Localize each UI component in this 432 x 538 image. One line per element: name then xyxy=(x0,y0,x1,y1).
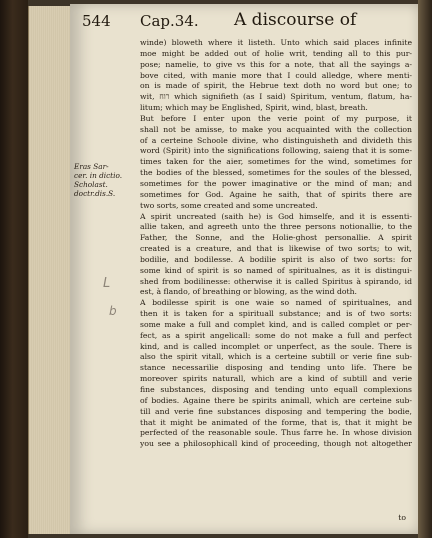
text-line: litum; which may be Englished, Spirit, wind, blast, breath. xyxy=(140,103,368,113)
text-line: A bodilesse spirit is one waie so named of spiritualnes, and xyxy=(140,298,412,308)
text-line: wit, רוח which signifieth (as I said) Spiritum, ventum, flatum, ha- xyxy=(140,92,412,102)
margin-note-line: doctr.dis.S. xyxy=(74,189,116,198)
text-line: fine substances, disposing and tending unto equall complexions xyxy=(140,385,412,394)
text-line: est, à flando, of breathing or blowing, as the wind doth. xyxy=(140,287,358,297)
text-line: you see a philosophicall kind of proceeding, though not altogether xyxy=(140,439,412,449)
running-header xyxy=(82,6,408,36)
text-line: of bodies. Againe there be spirits animall, which are certeine sub- xyxy=(140,395,412,405)
page-number: 544 xyxy=(82,12,111,30)
text-line: till and verie fine substances disposing and tempering the bodie, xyxy=(140,406,412,416)
text-line: shall not be amisse, to make you acquainted with the collection xyxy=(140,124,412,134)
text-line: moe might be added out of holie writ, tending all to this pur- xyxy=(140,48,412,58)
text-line: bodilie, and bodilesse. A bodilie spirit is also of two sorts: for xyxy=(140,254,412,264)
text-line: created is a creature, and that is likewise of two sorts; to wit, xyxy=(140,244,412,254)
text-line: bove cited, with manie more that I could alledge, where menti- xyxy=(140,70,412,80)
text-line: perfected of the reasonable soule. Thus farre he. In whose division xyxy=(140,428,412,438)
margin-note-line: Scholast. xyxy=(74,180,108,189)
text-line: allie taken, and agreeth unto the three persons notionallie, to the xyxy=(140,222,412,232)
text-line: word (Spirit) into the significations following, saieng that it is some- xyxy=(140,146,412,156)
text-line: sometimes for God. Againe he saith, that of spirits there are xyxy=(140,189,412,199)
text-line: winde) bloweth where it listeth. Unto which said places infinite xyxy=(140,38,412,47)
text-line: But before I enter upon the verie point of my purpose, it xyxy=(140,113,412,123)
body-text xyxy=(140,38,412,450)
text-line: that it might be animated of the forme, that is, that it might be xyxy=(140,417,412,427)
text-line: of a certeine Schoole divine, who distinguisheth and divideth this xyxy=(140,135,412,145)
text-line: stance necessarilie disposing and tending unto life. There be xyxy=(140,363,412,373)
margin-note-line: cer. in dictio. xyxy=(74,171,123,180)
page-edges xyxy=(28,6,73,534)
pencil-annotation: b xyxy=(109,304,117,318)
text-line: moreover spirits naturall, which are a kind of subtill and verie xyxy=(140,374,412,384)
text-line: the bodies of the blessed, sometimes for the soules of the blessed, xyxy=(140,168,412,178)
text-line: some make a full and complet kind, and is called complet or per- xyxy=(140,319,412,329)
text-line: shed from bodilinesse: otherwise it is called Spiritus à spirando, id xyxy=(140,276,412,286)
catchword: to xyxy=(398,513,406,522)
text-line: two sorts, some created and some uncreated. xyxy=(140,200,318,210)
text-line: also the spirit vitall, which is a certeine subtill or verie fine sub- xyxy=(140,352,412,362)
text-line: pose; namelie, to give vs this for a note, that all the sayings a- xyxy=(140,59,412,69)
chapter-label: Cap.34. xyxy=(140,12,199,30)
text-line: on is made of spirit, the Hebrue text doth no word but one; to xyxy=(140,81,412,91)
text-line: kind, and is called incomplet or unperfect, as the soule. There is xyxy=(140,341,412,351)
pencil-annotation: L xyxy=(103,276,111,291)
margin-note xyxy=(74,162,136,198)
book-page xyxy=(70,4,418,534)
running-title: A discourse of xyxy=(234,10,357,30)
text-line: then it is taken for a spirituall substance; and is of two sorts: xyxy=(140,309,412,319)
text-line: A spirit uncreated (saith he) is God himselfe, and it is essenti- xyxy=(140,211,412,221)
text-line: fect, as a spirit angelicall: some do not make a full and perfect xyxy=(140,330,412,340)
text-line: sometimes for the power imaginative or the mind of man; and xyxy=(140,178,412,188)
text-line: some kind of spirit is so named of spiritualnes, as it is distingui- xyxy=(140,265,412,275)
text-line: times taken for the aier, sometimes for the wind, sometimes for xyxy=(140,157,412,167)
facing-page-shadow xyxy=(418,0,432,538)
margin-note-line: Eras Sar- xyxy=(74,162,109,171)
book-spine xyxy=(0,0,28,538)
text-line: Father, the Sonne, and the Holie-ghost personallie. A spirit xyxy=(140,233,412,243)
